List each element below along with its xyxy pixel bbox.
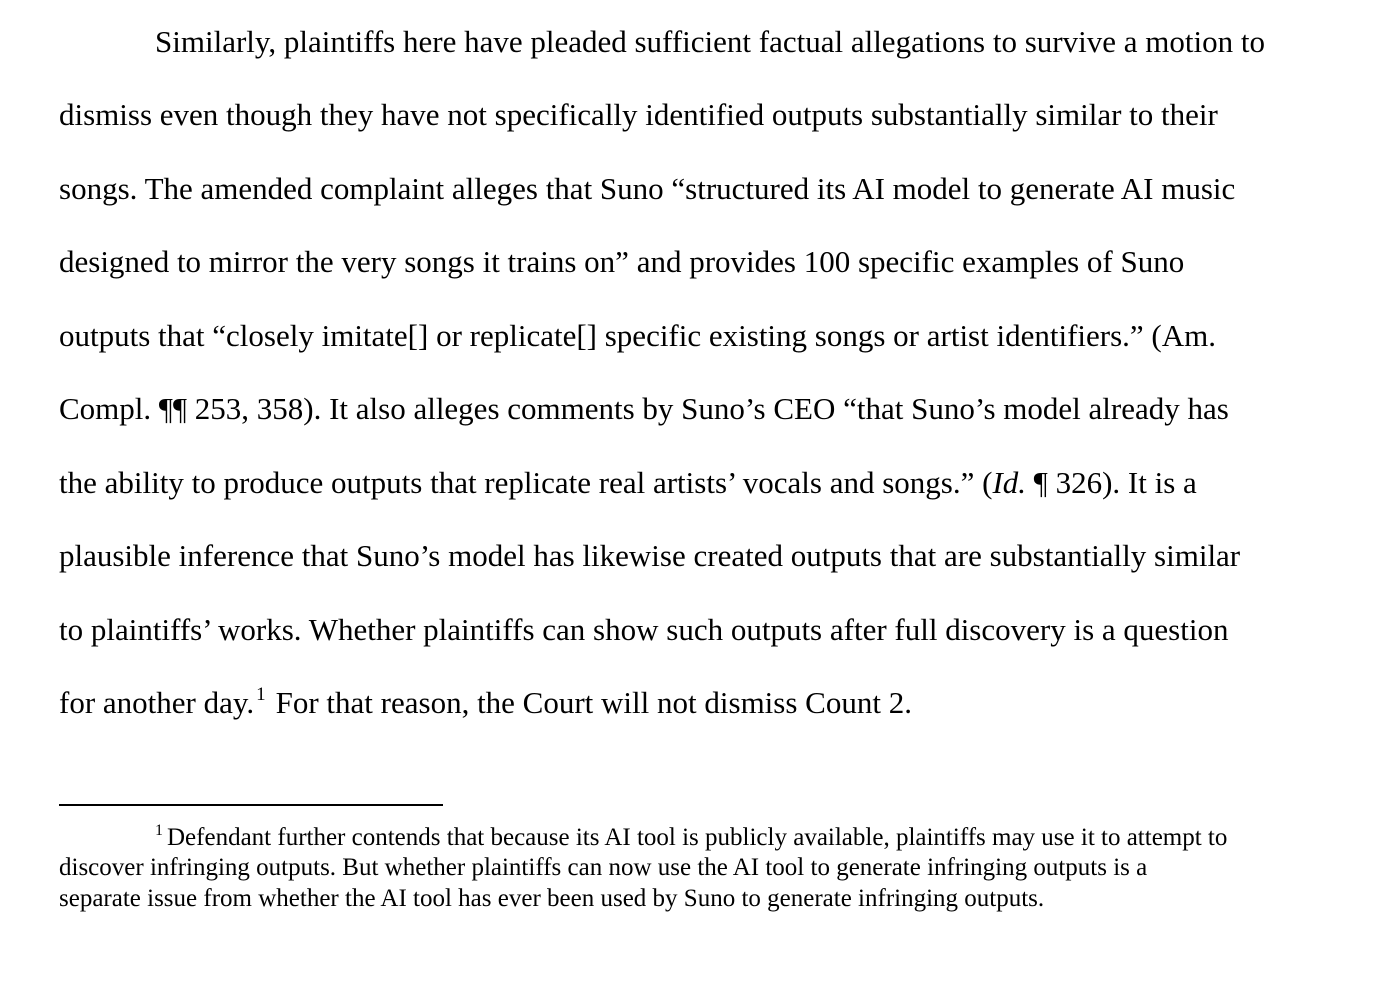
id-citation: Id. xyxy=(992,465,1027,500)
body-line-8: plausible inference that Suno’s model has likewise created outputs that are substantially similar xyxy=(59,538,1241,573)
body-line-1: Similarly, plaintiffs here have pleaded sufficient factual allegations to survive a motion to xyxy=(155,24,1265,59)
footnote-separator xyxy=(59,804,443,806)
body-line-3: songs. The amended complaint alleges that Suno “structured its AI model to generate AI music xyxy=(59,171,1236,206)
footnote-line-1-text: Defendant further contends that because its AI tool is publicly available, plaintiffs may use it to attempt to xyxy=(167,824,1228,851)
footnote-line-1 xyxy=(155,823,1227,853)
body-line-2: dismiss even though they have not specifically identified outputs substantially similar to their xyxy=(59,97,1218,132)
body-line-6: Compl. ¶¶ 253, 358). It also alleges comments by Suno’s CEO “that Suno’s model already has xyxy=(59,391,1229,426)
footnote-line-2: discover infringing outputs. But whether plaintiffs can now use the AI tool to generate infringing outputs is a xyxy=(59,854,1148,881)
body-line-7 xyxy=(59,465,1197,501)
footnote-number: 1 xyxy=(155,822,163,839)
body-line-10-after: For that reason, the Court will not dismiss Count 2. xyxy=(275,685,912,720)
body-line-5: outputs that “closely imitate[] or replicate[] specific existing songs or artist identifiers.” (Am. xyxy=(59,318,1216,353)
body-line-7-before: the ability to produce outputs that replicate real artists’ vocals and songs.” ( xyxy=(59,465,993,500)
body-line-4: designed to mirror the very songs it trains on” and provides 100 specific examples of Suno xyxy=(59,244,1185,279)
body-line-9: to plaintiffs’ works. Whether plaintiffs can show such outputs after full discovery is a question xyxy=(59,612,1229,647)
footnote-line-3: separate issue from whether the AI tool has ever been used by Suno to generate infringing outputs. xyxy=(59,885,1045,912)
body-line-7-after: ¶ 326). It is a xyxy=(1026,465,1197,500)
body-line-10 xyxy=(59,685,912,721)
footnote-reference[interactable]: 1 xyxy=(256,684,266,705)
body-line-10-before: for another day. xyxy=(59,685,255,720)
